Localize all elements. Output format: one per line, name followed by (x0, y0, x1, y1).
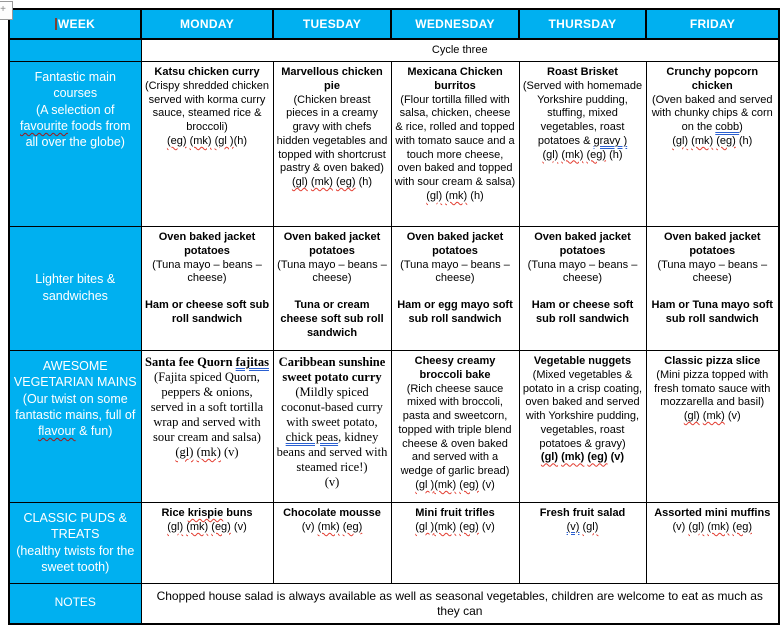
text-segment: Ham or cheese soft sub roll sandwich (531, 299, 634, 325)
text-segment: (v) (478, 520, 495, 533)
text-segment: (Tuna mayo – beans – cheese) (400, 258, 510, 285)
text-segment: (Tuna mayo – beans – cheese) (277, 258, 387, 285)
text-segment: (Mini pizza topped with fresh tomato sauce with mozzarella and basil) (654, 368, 771, 409)
underlined-word: (mk) (702, 410, 725, 422)
text-segment: (v) (607, 451, 625, 464)
underlined-word: (mk) (317, 520, 340, 533)
cell-puds-monday (141, 503, 273, 584)
text-segment: Fresh fruit salad (539, 507, 626, 519)
text-line (13, 358, 138, 391)
text-segment: (Served with homemade Yorkshire pudding, stuffing, mixed vegetables, roast potatoes & (522, 79, 643, 147)
text-line (145, 286, 270, 299)
text-segment: buns (223, 507, 253, 519)
underlined-word: (mk) (189, 134, 212, 147)
cell-veg-wednesday (391, 351, 519, 503)
underlined-word: (eg) (716, 134, 736, 147)
text-line (395, 259, 516, 287)
underlined-word: krispie (187, 507, 224, 519)
text-segment: Assorted mini muffins (654, 507, 771, 519)
text-line (277, 299, 388, 340)
cycle-label-cell: Cycle three (141, 39, 779, 62)
underlined-word: (gl ) (415, 478, 435, 491)
text-segment: Oven baked jacket potatoes (534, 231, 631, 257)
text-segment: Caribbean sunshine sweet potato curry (278, 355, 386, 384)
underlined-word: (gl) (688, 520, 705, 533)
text-segment: NOTES (54, 594, 96, 609)
text-line (145, 507, 270, 521)
text-cursor (55, 18, 57, 30)
underlined-word: (gl ) (415, 520, 435, 533)
header-tuesday: TUESDAY (273, 9, 391, 39)
underlined-word: (eg) (459, 478, 479, 491)
text-segment: Chocolate mousse (283, 507, 381, 519)
underlined-word: (eg) (335, 176, 356, 188)
text-segment: Katsu chicken curry (154, 66, 260, 78)
text-segment: (v) (301, 520, 318, 533)
text-line (145, 231, 270, 259)
row-veg (9, 351, 779, 503)
text-line (650, 259, 776, 287)
menu-table-body (9, 39, 779, 624)
text-line (395, 66, 516, 94)
underlined-word: (eg) (166, 134, 187, 147)
text-segment: Marvellous chicken pie (281, 66, 383, 92)
text-segment: & fun) (75, 424, 113, 438)
text-line (13, 271, 138, 304)
text-segment: Oven baked jacket potatoes (406, 231, 504, 257)
text-line (145, 259, 270, 287)
header-thursday: THURSDAY (519, 9, 646, 39)
text-line (13, 595, 138, 611)
underlined-word: (gl) (582, 520, 599, 533)
text-segment: (Oven baked and served with chunky chips & corn on the (651, 93, 773, 133)
underlined-word: (mk) (196, 445, 221, 459)
underlined-word: (eg) (211, 520, 231, 533)
cell-veg-monday (141, 351, 273, 503)
row-label-mains (9, 62, 141, 227)
text-line (277, 259, 388, 287)
text-line (145, 355, 270, 370)
row-label-notes (9, 584, 141, 625)
underlined-word: favourite (20, 118, 68, 133)
text-line (13, 510, 138, 543)
cell-lighter-wednesday (391, 227, 519, 351)
cell-veg-friday (646, 351, 779, 503)
cell-veg-thursday (519, 351, 646, 503)
text-segment: , kidney beans and served with steamed rice!) (276, 430, 388, 474)
text-segment: AWESOME VEGETARIAN MAINS (13, 359, 137, 390)
cell-mains-tuesday (273, 62, 391, 227)
cell-puds-thursday (519, 503, 646, 584)
text-line (277, 521, 388, 535)
underlined-word: (mk) (561, 148, 584, 161)
text-segment: Ham or cheese soft sub roll sandwich (144, 299, 270, 325)
underlined-word: cobb (715, 121, 740, 133)
text-line (523, 149, 643, 163)
underlined-word: (mk) (445, 189, 468, 202)
text-segment: (Flour tortilla filled with salsa, chicken, cheese & rice, rolled and topped with tomato sauce and a touch more cheese, oven baked and topped with sour cream & salsa) (394, 93, 516, 188)
cell-lighter-monday (141, 227, 273, 351)
header-friday: FRIDAY (646, 9, 779, 39)
text-line (145, 445, 270, 460)
cell-lighter-friday (646, 227, 779, 351)
text-segment: (h) (355, 176, 373, 188)
text-line (145, 299, 270, 327)
text-line (395, 190, 516, 204)
text-line (395, 521, 516, 535)
text-line (395, 94, 516, 190)
underlined-word: (mk) (707, 520, 730, 533)
underlined-word: (v) (566, 520, 580, 533)
text-segment: (Chicken breast pieces in a creamy gravy with chefs hidden vegetables and topped with shortcrust pastry & oven baked) (276, 93, 388, 175)
text-segment: Oven baked jacket potatoes (663, 231, 761, 257)
text-line (650, 521, 776, 535)
underlined-word: (eg) (342, 520, 363, 533)
underlined-word: (mk) (561, 451, 585, 464)
text-segment: (v) (672, 520, 689, 533)
text-line (277, 66, 388, 94)
text-segment: (Our twist on some fantastic mains, full of (15, 391, 136, 422)
text-line (650, 410, 776, 424)
text-segment: Oven baked jacket potatoes (283, 231, 381, 257)
text-segment: (h) (467, 189, 484, 202)
underlined-word: (eg) (732, 520, 752, 533)
row-label-puds (9, 503, 141, 584)
text-line (277, 94, 388, 177)
text-segment: (Tuna mayo – beans – cheese) (527, 258, 638, 285)
cell-veg-tuesday (273, 351, 391, 503)
underlined-word: (gl) (672, 134, 689, 147)
text-segment: Rice (161, 507, 188, 519)
text-segment: (A selection of (35, 102, 115, 117)
underlined-word: (gl) (542, 148, 559, 161)
text-segment: (Crispy shredded chicken served with korma curry sauce, steamed rice & broccoli) (144, 79, 270, 133)
underlined-word: (gl) (540, 451, 559, 464)
underlined-word: gravy ) (593, 134, 628, 147)
underlined-word: (mk) (434, 478, 457, 491)
text-segment: Ham or egg mayo soft sub roll sandwich (397, 299, 513, 325)
cell-puds-wednesday (391, 503, 519, 584)
text-segment: (v) (220, 445, 239, 459)
text-line (523, 80, 643, 149)
text-segment: ) (739, 121, 743, 133)
underlined-word: (eg) (459, 520, 479, 533)
header-week: WEEK (9, 9, 141, 39)
header-monday: MONDAY (141, 9, 273, 39)
row-puds (9, 503, 779, 584)
text-line (395, 286, 516, 299)
cycle-row (9, 39, 779, 62)
text-line (145, 66, 270, 80)
text-line (523, 299, 643, 327)
text-line (523, 451, 643, 465)
cell-mains-thursday (519, 62, 646, 227)
text-line (277, 176, 388, 190)
text-line (395, 507, 516, 521)
text-segment: (v) (230, 520, 247, 533)
text-line (13, 391, 138, 440)
text-line (395, 383, 516, 479)
underlined-word: (eg) (587, 451, 608, 464)
underlined-word: flavour (38, 424, 76, 438)
underlined-word: fajitas (235, 355, 269, 369)
underlined-word: (gl) (175, 445, 194, 459)
text-segment: Fantastic main courses (34, 70, 116, 101)
text-segment: (v) (478, 478, 495, 491)
text-line (277, 475, 388, 490)
text-line (395, 479, 516, 493)
text-line (523, 231, 643, 259)
text-line (395, 299, 516, 327)
text-segment: Classic pizza slice (664, 355, 761, 367)
underlined-word: (mk) (310, 176, 333, 188)
text-line (145, 370, 270, 445)
text-segment: (Tuna mayo – beans – cheese) (152, 258, 262, 285)
text-segment: Mexicana Chicken burritos (407, 66, 503, 92)
text-line (650, 66, 776, 94)
menu-table (8, 8, 780, 625)
text-segment: Santa fee Quorn (145, 355, 236, 369)
text-line (523, 259, 643, 287)
underlined-word: (eg) (586, 148, 607, 161)
underlined-word: (gl) (167, 520, 184, 533)
text-segment: Ham or Tuna mayo soft sub roll sandwich (651, 299, 773, 325)
text-line (523, 286, 643, 299)
text-segment: (Mixed vegetables & potato in a crisp coating, oven baked and served with Yorkshire pudding, vegetables, roast potatoes & gravy) (522, 368, 643, 450)
text-line (277, 231, 388, 259)
text-line (523, 66, 643, 80)
text-line (650, 507, 776, 521)
table-move-handle-icon[interactable]: + (0, 1, 13, 20)
underlined-word: (gl ) (214, 134, 234, 147)
row-notes (9, 584, 779, 625)
text-line (650, 369, 776, 410)
cell-lighter-tuesday (273, 227, 391, 351)
text-line (650, 355, 776, 369)
text-segment: (Rich cheese sauce mixed with broccoli, pasta and sweetcorn, topped with triple blend cheese & oven baked and served with a wedge of garlic bread) (398, 382, 512, 477)
text-line (650, 299, 776, 327)
text-segment: (healthy twists for the sweet tooth) (16, 543, 135, 574)
text-line (395, 355, 516, 383)
cell-lighter-thursday (519, 227, 646, 351)
text-segment: (h) (735, 134, 753, 147)
text-line (650, 231, 776, 259)
cell-mains-friday (646, 62, 779, 227)
cell-puds-friday (646, 503, 779, 584)
text-line (145, 135, 270, 149)
text-line (395, 231, 516, 259)
text-line (523, 507, 643, 521)
header-row (9, 9, 779, 39)
text-line (13, 543, 138, 576)
text-segment: CLASSIC PUDS & TREATS (23, 511, 127, 542)
text-line (523, 369, 643, 452)
notes-cell: Chopped house salad is always available as well as seasonal vegetables, children are welcome to eat as much as they can (141, 584, 779, 625)
text-segment: Oven baked jacket potatoes (158, 231, 256, 257)
underlined-word: (gl) (291, 176, 308, 188)
text-line (277, 286, 388, 299)
text-segment: (v) (724, 410, 741, 422)
text-line (277, 355, 388, 385)
row-lighter (9, 227, 779, 351)
header-wednesday: WEDNESDAY (391, 9, 519, 39)
text-segment: Crunchy popcorn chicken (666, 66, 759, 92)
text-segment: (Mildly spiced coconut-based curry with sweet potato, (281, 385, 383, 429)
text-segment: Vegetable nuggets (533, 355, 632, 367)
text-segment: Lighter bites & sandwiches (35, 272, 116, 303)
text-segment: (h) (606, 148, 623, 161)
text-line (277, 507, 388, 521)
underlined-word: (mk) (691, 134, 714, 147)
row-label-veg (9, 351, 141, 503)
text-segment: (Tuna mayo – beans – cheese) (657, 258, 768, 285)
text-segment: Tuna or cream cheese soft sub roll sandwich (280, 299, 384, 339)
underlined-word: (mk) (434, 520, 457, 533)
text-segment: Cheesy creamy broccoli bake (414, 355, 496, 381)
underlined-word: (gl) (683, 410, 700, 422)
text-line (13, 102, 138, 151)
underlined-word: chick peas (285, 430, 339, 444)
underlined-word: (mk) (186, 520, 209, 533)
text-line (523, 521, 643, 535)
text-segment: Mini fruit trifles (415, 507, 495, 519)
text-line (650, 94, 776, 135)
text-line (650, 286, 776, 299)
text-segment: (Fajita spiced Quorn, peppers & onions, served in a soft tortilla wrap and served with sour cream and salsa) (150, 370, 264, 444)
text-line (13, 69, 138, 102)
cell-mains-wednesday (391, 62, 519, 227)
text-segment: foods from all over the globe) (25, 118, 131, 149)
text-segment: Roast Brisket (547, 66, 618, 78)
row-mains (9, 62, 779, 227)
text-line (277, 385, 388, 475)
cell-puds-tuesday (273, 503, 391, 584)
text-line (145, 80, 270, 135)
text-segment: (h) (233, 134, 248, 147)
row-label-lighter (9, 227, 141, 351)
underlined-word: (gl) (426, 189, 443, 202)
text-line (650, 135, 776, 149)
cycle-row-label-cell (9, 39, 141, 62)
text-line (145, 521, 270, 535)
text-segment: (v) (324, 475, 340, 489)
cell-mains-monday (141, 62, 273, 227)
text-line (523, 355, 643, 369)
